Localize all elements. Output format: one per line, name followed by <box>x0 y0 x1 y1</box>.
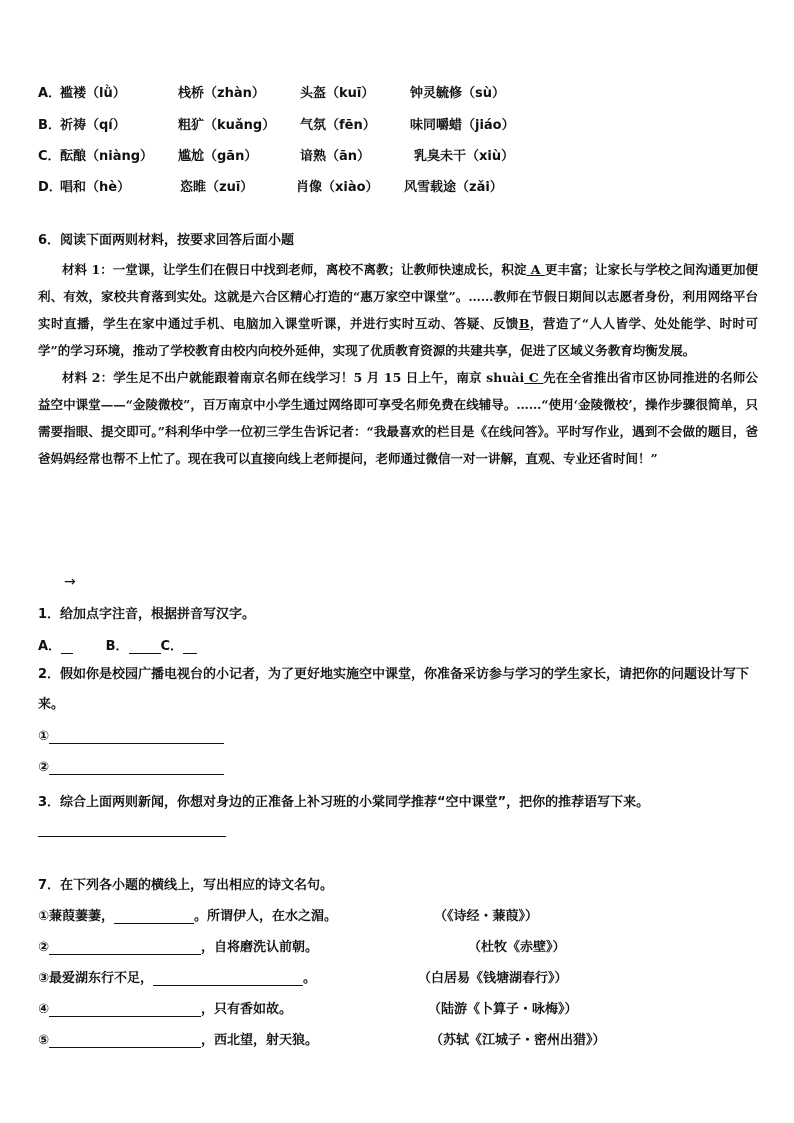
option-word-4: 味同嚼蜡（jiáo） <box>410 118 515 133</box>
answer-blank-c[interactable] <box>183 639 197 654</box>
poem-source: （杜牧《赤壁》） <box>468 940 566 955</box>
option-word-2: 栈桥（zhàn） <box>178 86 265 101</box>
question-6-title: 6．阅读下面两则材料，按要求回答后面小题 <box>38 233 295 248</box>
poem-item-5 <box>38 1029 778 1051</box>
option-letter: D． <box>38 180 62 195</box>
poem-line-end: 。 <box>303 971 317 986</box>
answer-number: ② <box>38 760 50 775</box>
poem-line-end: ，自将磨洗认前朝。 <box>201 940 319 955</box>
option-word-1: 褴褛（lǜ） <box>60 86 126 101</box>
poem-item-2 <box>38 936 778 958</box>
answer-number: ① <box>38 729 50 744</box>
option-word-3: 头盔（kuī） <box>300 86 375 101</box>
subquestion-1: 1．给加点字注音，根据拼音写汉字。 <box>38 607 256 622</box>
answer-line-2[interactable] <box>49 760 224 775</box>
material-1 <box>38 256 758 364</box>
poem-source: （陆游《卜算子・咏梅》） <box>428 1002 578 1017</box>
answer-blank-b[interactable] <box>129 639 161 654</box>
option-word-4: 风雪载途（zǎi） <box>404 180 503 195</box>
poem-line-start: ④ <box>38 1002 50 1017</box>
answer-blank-a[interactable] <box>61 639 73 654</box>
answer-line-1[interactable] <box>49 729 224 744</box>
option-letter: B． <box>38 118 61 133</box>
option-word-1: 酝酿（niàng） <box>60 149 154 164</box>
poem-item-3 <box>38 967 778 989</box>
poem-source: （《诗经・蒹葭》） <box>434 909 539 924</box>
poem-blank[interactable] <box>49 940 201 955</box>
subquestion-3-answer <box>38 822 226 837</box>
option-word-2: 尴尬（gān） <box>178 149 258 164</box>
blank-a: A <box>526 262 545 277</box>
poem-source: （白居易《钱塘湖春行》） <box>418 971 568 986</box>
poem-line-end: ，只有香如故。 <box>201 1002 293 1017</box>
blank-label-a: A． <box>38 639 62 654</box>
answer-line-3[interactable] <box>38 822 226 837</box>
poem-line-start: ⑤ <box>38 1033 50 1048</box>
option-word-4: 钟灵毓修（sù） <box>410 86 505 101</box>
poem-blank[interactable] <box>49 1033 201 1048</box>
subquestion-2-answer-1 <box>38 729 224 744</box>
question-7-title: 7．在下列各小题的横线上，写出相应的诗文名句。 <box>38 878 334 893</box>
poem-line-start: ② <box>38 940 50 955</box>
poem-line-start: ①蒹葭萋萋， <box>38 909 115 924</box>
blank-c: C <box>524 370 544 385</box>
option-letter: A． <box>38 86 62 101</box>
poem-line-end: 。所谓伊人，在水之湄。 <box>194 909 338 924</box>
material-1-text-2: 更丰富；让家长与学校之间沟通更加便利、有效，家校共育落到实处。这就是六合区精心打造的“惠万家空中课堂”。……教师在节假日期间以志愿者身份，利用网络平台实时直播，学生在家中通过手机、电脑加入课堂听课，并进行实时互动、答疑、反馈 <box>38 262 758 331</box>
option-word-3: 谙熟（ān） <box>300 149 371 164</box>
material-1-text-3: ，营造了“人人皆学、处处能学、时时可学”的学习环境，推动了学校教育由校内向校外延伸，实现了优质教育资源的共建共享，促进了区域义务教育均衡发展。 <box>38 316 758 358</box>
poem-blank[interactable] <box>153 971 303 986</box>
option-word-1: 唱和（hè） <box>60 180 131 195</box>
option-word-1: 祈祷（qí） <box>60 118 126 133</box>
subquestion-2-answer-2 <box>38 760 224 775</box>
subquestion-2: 2．假如你是校园广播电视台的小记者，为了更好地实施空中课堂，你准备采访参与学习的学生家长，请把你的问题设计写下来。 <box>38 667 750 712</box>
option-word-2: 粗犷（kuǎng） <box>178 118 276 133</box>
poem-line-start: ③最爱湖东行不足， <box>38 971 154 986</box>
blank-b: B <box>518 316 530 331</box>
blank-label-c: C． <box>160 639 184 654</box>
subquestion-3: 3．综合上面两则新闻，你想对身边的正准备上补习班的小棠同学推荐“空中课堂”，把你的推荐语写下来。 <box>38 795 650 810</box>
poem-blank[interactable] <box>49 1002 201 1017</box>
subquestion-1-blanks <box>38 635 197 654</box>
poem-item-1 <box>38 905 778 927</box>
poem-item-4 <box>38 998 778 1020</box>
arrow-icon: → <box>64 574 76 590</box>
poem-source: （苏轼《江城子・密州出猎》） <box>430 1033 606 1048</box>
material-2-text: 材料 2：学生足不出户就能跟着南京名师在线学习！5 月 15 日上午，南京 shuài <box>62 370 525 385</box>
material-2 <box>38 364 758 472</box>
option-word-3: 肖像（xiào） <box>296 180 379 195</box>
option-word-4: 乳臭未干（xiù） <box>414 149 515 164</box>
option-word-2: 恣睢（zuī） <box>180 180 254 195</box>
option-word-3: 气氛（fēn） <box>300 118 376 133</box>
poem-line-end: ，西北望，射天狼。 <box>201 1033 319 1048</box>
blank-label-b: B． <box>105 639 129 654</box>
material-block <box>38 256 758 472</box>
poem-blank[interactable] <box>114 909 194 924</box>
material-2-text-2: 先在全省推出省市区协同推进的名师公益空中课堂——“金陵微校”，百万南京中小学生通过网络即可享受名师免费在线辅导。……“使用‘金陵微校’，操作步骤很简单，只需要指眼、提交即可。”科利华中学一位初三学生告诉记者：“我最喜欢的栏目是《在线问答》。平时写作业，遇到不会做的题目，爸爸妈妈经常也帮不上忙了。现在我可以直接向线上老师提问，老师通过微信一对一讲解，直观、专业还省时间！” <box>38 370 758 466</box>
option-letter: C． <box>38 149 61 164</box>
material-1-text: 材料 1：一堂课，让学生们在假日中找到老师，离校不离教；让教师快速成长，积淀 <box>62 262 527 277</box>
